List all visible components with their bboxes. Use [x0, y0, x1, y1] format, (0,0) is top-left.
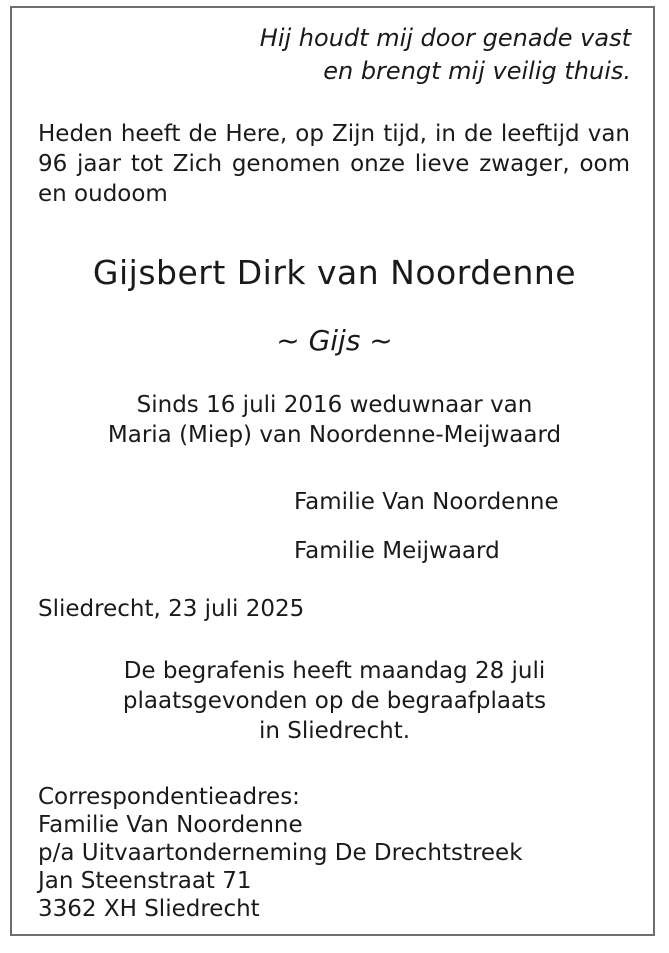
correspondence-address — [38, 783, 523, 923]
widower-text — [0, 390, 669, 450]
intro-text: Heden heeft de Here, op Zijn tijd, in de leeftijd van 96 jaar tot Zich genomen onze lieve zwager, oom en oudoom — [38, 121, 630, 207]
widower-line-2: Maria (Miep) van Noordenne-Meijwaard — [107, 422, 562, 448]
funeral-info — [0, 656, 669, 746]
place-and-date: Sliedrecht, 23 juli 2025 — [38, 596, 305, 622]
funeral-line-1: De begrafenis heeft maandag 28 juli — [123, 658, 546, 684]
family-meijwaard: Familie Meijwaard — [294, 538, 500, 564]
address-line: Familie Van Noordenne — [38, 812, 303, 838]
motto-verse — [131, 22, 631, 88]
address-line: p/a Uitvaartonderneming De Drechtstreek — [38, 840, 523, 866]
deceased-nickname: ~ Gijs ~ — [276, 324, 393, 357]
funeral-line-2: plaatsgevonden op de begraafplaats — [122, 688, 547, 714]
funeral-line-3: in Sliedrecht. — [258, 718, 411, 744]
address-line: Jan Steenstraat 71 — [38, 868, 252, 894]
deceased-name: Gijsbert Dirk van Noordenne — [92, 253, 577, 292]
motto-line-1: Hij houdt mij door genade vast — [259, 24, 631, 52]
address-line: 3362 XH Sliedrecht — [38, 896, 260, 922]
address-heading: Correspondentieadres: — [38, 784, 300, 810]
family-van-noordenne: Familie Van Noordenne — [294, 489, 559, 515]
widower-line-1: Sinds 16 juli 2016 weduwnaar van — [136, 392, 533, 418]
motto-line-2: en brengt mij veilig thuis. — [323, 57, 631, 85]
